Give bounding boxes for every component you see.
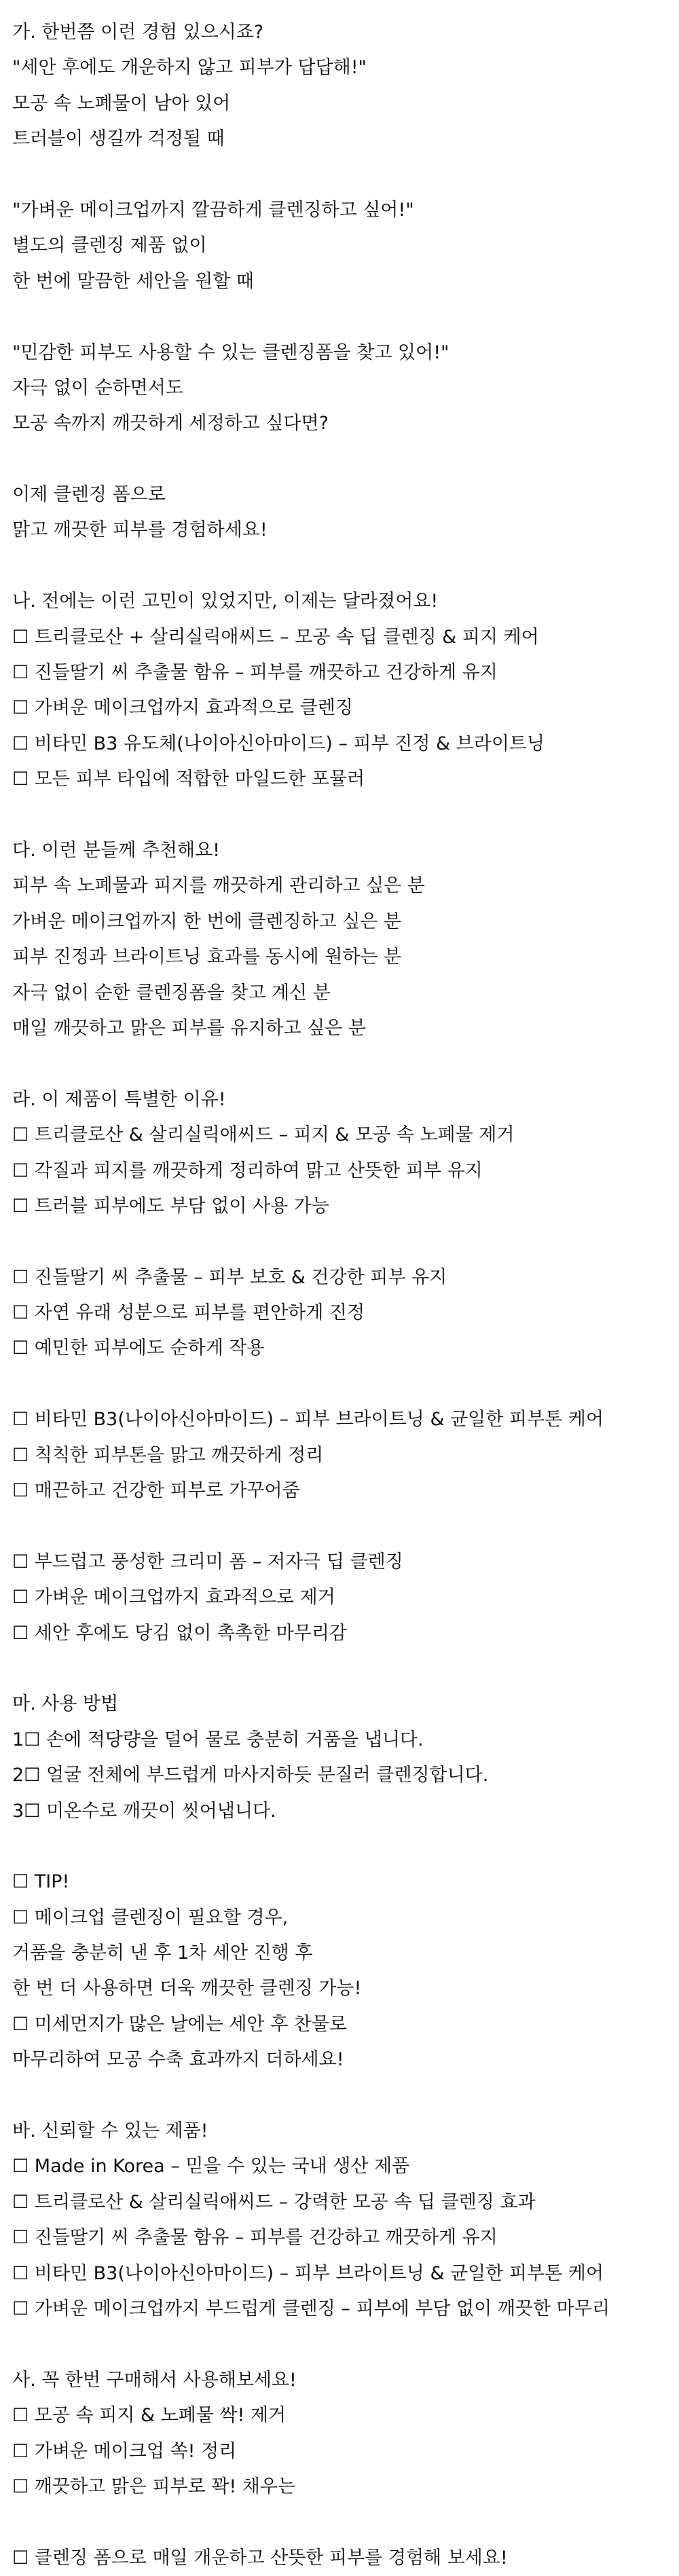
- text-line: ☐ 모공 속 피지 & 노폐물 싹! 제거: [12, 2405, 287, 2427]
- blank-line: [12, 2078, 664, 2114]
- blank-line: [12, 1829, 664, 1864]
- text-line: ☐ 진들딸기 씨 추출물 함유 – 피부를 깨끗하고 건강하게 유지: [12, 662, 498, 684]
- text-line: ☐ 트리클로산 & 살리실릭애씨드 – 피지 & 모공 속 노폐물 제거: [12, 1124, 515, 1146]
- text-line: 바. 신뢰할 수 있는 제품!: [12, 2120, 208, 2142]
- blank-line: [12, 158, 664, 193]
- text-line: ☐ 가벼운 메이크업까지 효과적으로 클렌징: [12, 697, 353, 719]
- text-line: 한 번에 말끔한 세안을 원할 때: [12, 270, 254, 292]
- text-line: ☐ 비타민 B3 유도체(나이아신아마이드) – 피부 진정 & 브라이트닝: [12, 733, 545, 754]
- text-body: [12, 15, 664, 2576]
- text-line: 라. 이 제품이 특별한 이유!: [12, 1088, 226, 1110]
- text-line: ☐ 진들딸기 씨 추출물 – 피부 보호 & 건강한 피부 유지: [12, 1266, 447, 1288]
- text-line: 피부 진정과 브라이트닝 효과를 동시에 원하는 분: [12, 946, 402, 968]
- blank-line: [12, 549, 664, 584]
- text-line: "세안 후에도 개운하지 않고 피부가 답답해!": [12, 57, 367, 79]
- text-line: ☐ 부드럽고 풍성한 크리미 폼 – 저자극 딥 클렌징: [12, 1551, 403, 1572]
- blank-line: [12, 798, 664, 833]
- text-line: 맑고 깨끗한 피부를 경험하세요!: [12, 519, 268, 541]
- text-line: ☐ 깨끗하고 맑은 피부로 꽉! 채우는: [12, 2476, 296, 2497]
- text-line: ☐ 진들딸기 씨 추출물 함유 – 피부를 건강하고 깨끗하게 유지: [12, 2227, 498, 2249]
- blank-line: [12, 1509, 664, 1544]
- text-line: 자극 없이 순하면서도: [12, 377, 183, 399]
- text-line: 다. 이런 분들께 추천해요!: [12, 839, 220, 861]
- text-line: 거품을 충분히 낸 후 1차 세안 진행 후: [12, 1943, 313, 1964]
- text-line: ☐ 가벼운 메이크업까지 부드럽게 클렌징 – 피부에 부담 없이 깨끗한 마무리: [12, 2298, 610, 2319]
- text-line: 이제 클렌징 폼으로: [12, 484, 166, 506]
- text-line: ☐ 칙칙한 피부톤을 맑고 깨끗하게 정리: [12, 1444, 324, 1466]
- text-line: ☐ 트리클로산 & 살리실릭애씨드 – 강력한 모공 속 딥 클렌징 효과: [12, 2191, 536, 2213]
- text-line: "가벼운 메이크업까지 깔끔하게 클렌징하고 싶어!": [12, 199, 414, 221]
- text-line: ☐ 가벼운 메이크업 쏙! 정리: [12, 2440, 237, 2462]
- text-line: ☐ 메이크업 클렌징이 필요할 경우,: [12, 1907, 289, 1928]
- text-line: 2☐ 얼굴 전체에 부드럽게 마사지하듯 문질러 클렌징합니다.: [12, 1765, 489, 1786]
- blank-line: [12, 1651, 664, 1687]
- text-line: ☐ 비타민 B3(나이아신아마이드) – 피부 브라이트닝 & 균일한 피부톤 케어: [12, 2262, 604, 2284]
- text-line: 마. 사용 방법: [12, 1693, 119, 1715]
- text-line: ☐ 세안 후에도 당김 없이 촉촉한 마무리감: [12, 1622, 348, 1644]
- text-line: 나. 전에는 이런 고민이 있었지만, 이제는 달라졌어요!: [12, 591, 439, 612]
- text-line: 매일 깨끗하고 맑은 피부를 유지하고 싶은 분: [12, 1017, 366, 1039]
- text-line: 마무리하여 모공 수축 효과까지 더하세요!: [12, 2049, 344, 2071]
- text-line: ☐ 트러블 피부에도 부담 없이 사용 가능: [12, 1195, 329, 1217]
- blank-line: [12, 2505, 664, 2540]
- blank-line: [12, 2327, 664, 2362]
- text-line: 피부 속 노폐물과 피지를 깨끗하게 관리하고 싶은 분: [12, 875, 425, 897]
- text-line: 자극 없이 순한 클렌징폼을 찾고 계신 분: [12, 982, 331, 1004]
- text-line: ☐ 모든 피부 타입에 적합한 마일드한 포뮬러: [12, 769, 365, 790]
- text-line: ☐ 예민한 피부에도 순하게 작용: [12, 1338, 265, 1359]
- text-line: 모공 속 노폐물이 남아 있어: [12, 92, 231, 114]
- text-line: "민감한 피부도 사용할 수 있는 클렌징폼을 찾고 있어!": [12, 342, 449, 363]
- text-line: ☐ 미세먼지가 많은 날에는 세안 후 찬물로: [12, 2013, 348, 2035]
- text-line: 한 번 더 사용하면 더욱 깨끗한 클렌징 가능!: [12, 1978, 362, 2000]
- text-line: 사. 꼭 한번 구매해서 사용해보세요!: [12, 2369, 297, 2391]
- text-line: 3☐ 미온수로 깨끗이 씻어냅니다.: [12, 1800, 276, 1822]
- text-line: ☐ 비타민 B3(나이아신아마이드) – 피부 브라이트닝 & 균일한 피부톤 케어: [12, 1409, 604, 1431]
- text-line: ☐ 각질과 피지를 깨끗하게 정리하여 맑고 산뜻한 피부 유지: [12, 1160, 483, 1181]
- text-line: ☐ 트리클로산 + 살리실릭애씨드 – 모공 속 딥 클렌징 & 피지 케어: [12, 626, 539, 648]
- text-line: ☐ 클렌징 폼으로 매일 개운하고 산뜻한 피부를 경험해 보세요!: [12, 2547, 508, 2569]
- text-line: 1☐ 손에 적당량을 덜어 물로 충분히 거품을 냅니다.: [12, 1729, 424, 1750]
- text-line: 모공 속까지 깨끗하게 세정하고 싶다면?: [12, 413, 329, 435]
- text-line: ☐ 가벼운 메이크업까지 효과적으로 제거: [12, 1587, 335, 1608]
- text-line: ☐ Made in Korea – 믿을 수 있는 국내 생산 제품: [12, 2156, 410, 2177]
- text-line: 가. 한번쯤 이런 경험 있으시죠?: [12, 22, 264, 43]
- blank-line: [12, 1367, 664, 1402]
- text-line: 가벼운 메이크업까지 한 번에 클렌징하고 싶은 분: [12, 910, 402, 932]
- text-line: ☐ 매끈하고 건강한 피부로 가꾸어줌: [12, 1480, 300, 1502]
- blank-line: [12, 1224, 664, 1259]
- blank-line: [12, 1046, 664, 1082]
- blank-line: [12, 442, 664, 477]
- text-line: 트러블이 생길까 걱정될 때: [12, 128, 225, 150]
- text-line: ☐ TIP!: [12, 1871, 70, 1893]
- text-line: ☐ 자연 유래 성분으로 피부를 편안하게 진정: [12, 1302, 365, 1324]
- blank-line: [12, 299, 664, 335]
- text-line: 별도의 클렌징 제품 없이: [12, 235, 207, 257]
